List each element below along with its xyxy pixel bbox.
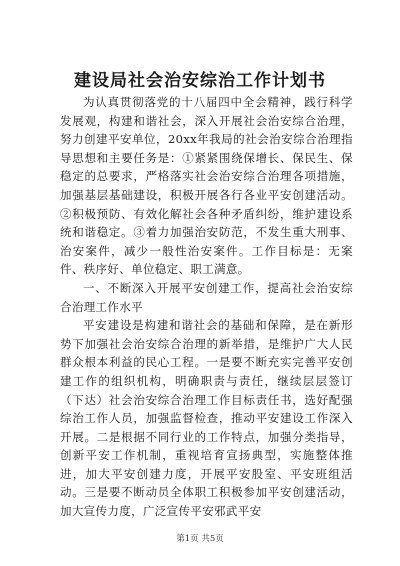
intro-paragraph: 为认真贯彻落党的十八届四中全会精神，践行科学发展观，构建和谐社会，深入开展社会治安综合治理，努力创建平安单位，20xx年我局的社会治安综合治理指导思想和主要任务是：①紧紧围绕保增长、保民生、保稳定的总要求，严格落实社会治安综合治理各项措施，加强基层基础建设，积极开展各行各业平安创建活动。②积极预防、有效化解社会各种矛盾纠纷，维护建设系统和谐稳定。③着力加强治安防范，不发生重大刑事、治安案件，减少一般性治安案件。工作目标是：无案件、秩序好、单位稳定、职工满意。: [60, 95, 353, 277]
section-heading: 一、不断深入开展平安创建工作，提高社会治安综合治理工作水平: [60, 280, 353, 314]
page-number: 第1页 共5页: [176, 534, 224, 544]
section-paragraph: 平安建设是构建和谐社会的基础和保障，是在新形势下加强社会治安综合治理的新举措，是维护广大人民群众根本利益的民心工程。一是要不断充实完善平安创建工作的组织机构，明确职责与责任，继续层层签订（下达）社会治安综合治理工作目标责任书，选好配强综治工作人员，加强监督检查，推动平安建设工作深入开展。二是根据不同行业的工作特点，加强分类指导，创新平安工作机制，重视培育宣扬典型，实施整体推进，加大平安创建力度，开展平安股室、平安班组活动。三是要不断动员全体职工积极参加平安创建活动，加大宣传力度，广泛宣传平安邪武平安: [60, 318, 353, 519]
document-body: [60, 93, 353, 521]
document-title: 建设局社会治安综治工作计划书: [74, 71, 326, 91]
